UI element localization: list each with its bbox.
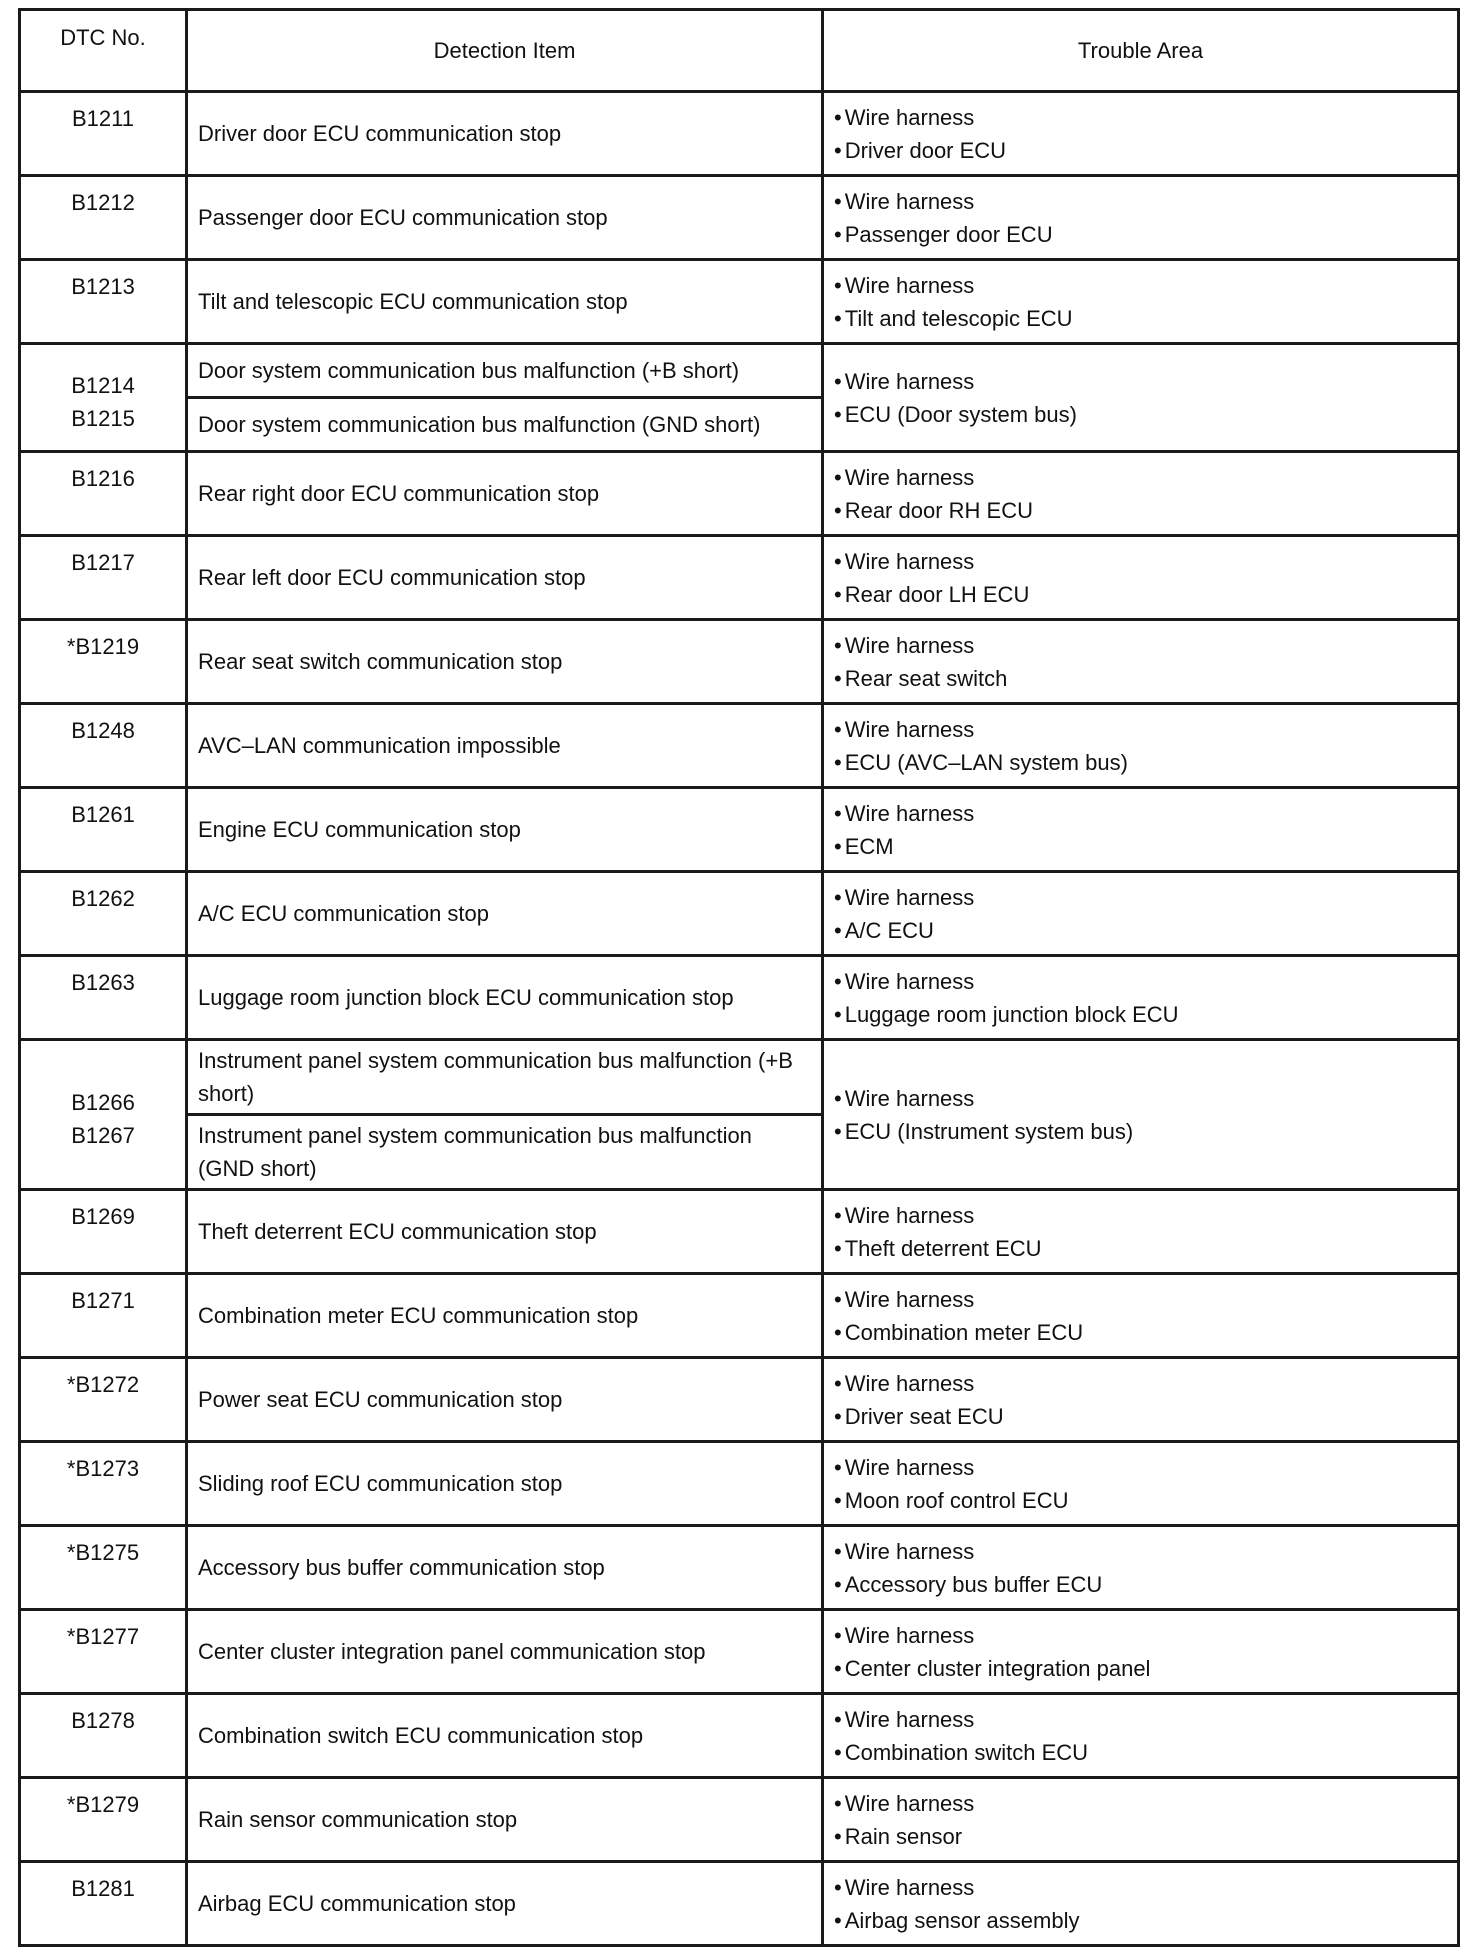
table-row bbox=[20, 344, 1459, 398]
dtc-code-cell bbox=[20, 1274, 187, 1358]
table-row bbox=[20, 536, 1459, 620]
trouble-area-item: • Rain sensor bbox=[834, 1820, 1457, 1853]
table-body bbox=[20, 92, 1459, 1946]
trouble-area-item: • A/C ECU bbox=[834, 914, 1457, 947]
dtc-code-cell bbox=[20, 1040, 187, 1190]
dtc-code: B1213 bbox=[71, 274, 135, 299]
dtc-code: B1263 bbox=[71, 970, 135, 995]
trouble-area-cell bbox=[823, 1190, 1459, 1274]
table-row bbox=[20, 788, 1459, 872]
dtc-code-cell bbox=[20, 872, 187, 956]
dtc-code: B1217 bbox=[71, 550, 135, 575]
trouble-area-item: • Wire harness bbox=[834, 1367, 1457, 1400]
trouble-area-cell bbox=[823, 704, 1459, 788]
dtc-code-cell bbox=[20, 1610, 187, 1694]
trouble-area-item: • Driver door ECU bbox=[834, 134, 1457, 167]
table-row bbox=[20, 1694, 1459, 1778]
trouble-area-cell bbox=[823, 536, 1459, 620]
trouble-area-item: • Passenger door ECU bbox=[834, 218, 1457, 251]
dtc-code-cell bbox=[20, 704, 187, 788]
trouble-area-cell bbox=[823, 872, 1459, 956]
dtc-code-cell bbox=[20, 1526, 187, 1610]
dtc-code: *B1275 bbox=[66, 1540, 140, 1565]
dtc-code: *B1272 bbox=[66, 1372, 140, 1397]
detection-item: Power seat ECU communication stop bbox=[187, 1358, 823, 1442]
detection-item: Combination meter ECU communication stop bbox=[187, 1274, 823, 1358]
trouble-area-cell bbox=[823, 1778, 1459, 1862]
dtc-code: B1216 bbox=[71, 466, 135, 491]
table-row bbox=[20, 176, 1459, 260]
detection-item: Instrument panel system communication bus malfunction (+B short) bbox=[187, 1040, 823, 1115]
trouble-area-item: • Theft deterrent ECU bbox=[834, 1232, 1457, 1265]
table-row bbox=[20, 1358, 1459, 1442]
trouble-area-item: • Wire harness bbox=[834, 101, 1457, 134]
header-trouble-area: Trouble Area bbox=[823, 10, 1459, 92]
table-row bbox=[20, 956, 1459, 1040]
dtc-code-cell bbox=[20, 1694, 187, 1778]
detection-item: Engine ECU communication stop bbox=[187, 788, 823, 872]
trouble-area-item: • Wire harness bbox=[834, 185, 1457, 218]
trouble-area-item: • Wire harness bbox=[834, 269, 1457, 302]
dtc-code: B1269 bbox=[71, 1204, 135, 1229]
table-row bbox=[20, 704, 1459, 788]
dtc-code-cell bbox=[20, 260, 187, 344]
trouble-area-item: • ECU (Door system bus) bbox=[834, 398, 1457, 431]
dtc-code: B1211 bbox=[72, 106, 134, 131]
trouble-area-cell bbox=[823, 1274, 1459, 1358]
trouble-area-cell bbox=[823, 1358, 1459, 1442]
dtc-table bbox=[18, 8, 1460, 1947]
dtc-code: *B1279 bbox=[66, 1792, 140, 1817]
detection-item: Instrument panel system communication bus malfunction (GND short) bbox=[187, 1115, 823, 1190]
trouble-area-cell bbox=[823, 344, 1459, 452]
trouble-area-item: • Combination switch ECU bbox=[834, 1736, 1457, 1769]
trouble-area-cell bbox=[823, 452, 1459, 536]
table-row bbox=[20, 1190, 1459, 1274]
dtc-code-cell bbox=[20, 1190, 187, 1274]
trouble-area-item: • Wire harness bbox=[834, 545, 1457, 578]
trouble-area-item: • Rear door RH ECU bbox=[834, 494, 1457, 527]
detection-item: Passenger door ECU communication stop bbox=[187, 176, 823, 260]
trouble-area-cell bbox=[823, 788, 1459, 872]
dtc-code-cell bbox=[20, 176, 187, 260]
dtc-code: B1262 bbox=[71, 886, 135, 911]
trouble-area-item: • ECM bbox=[834, 830, 1457, 863]
detection-item: Rear left door ECU communication stop bbox=[187, 536, 823, 620]
table-row bbox=[20, 1610, 1459, 1694]
trouble-area-item: • Wire harness bbox=[834, 1703, 1457, 1736]
trouble-area-cell bbox=[823, 1040, 1459, 1190]
detection-item: Door system communication bus malfunction (GND short) bbox=[187, 398, 823, 452]
detection-item: Door system communication bus malfunction (+B short) bbox=[187, 344, 823, 398]
table-header-row bbox=[20, 10, 1459, 92]
detection-item: Center cluster integration panel communication stop bbox=[187, 1610, 823, 1694]
trouble-area-item: • Wire harness bbox=[834, 713, 1457, 746]
trouble-area-cell bbox=[823, 1862, 1459, 1946]
table-row bbox=[20, 872, 1459, 956]
dtc-code: B1271 bbox=[71, 1288, 135, 1313]
detection-item: Tilt and telescopic ECU communication stop bbox=[187, 260, 823, 344]
detection-item: Theft deterrent ECU communication stop bbox=[187, 1190, 823, 1274]
table-row bbox=[20, 452, 1459, 536]
trouble-area-item: • Accessory bus buffer ECU bbox=[834, 1568, 1457, 1601]
table-row bbox=[20, 92, 1459, 176]
trouble-area-item: • Rear door LH ECU bbox=[834, 578, 1457, 611]
detection-item: Rear right door ECU communication stop bbox=[187, 452, 823, 536]
header-dtc-no: DTC No. bbox=[20, 10, 187, 92]
detection-item: Driver door ECU communication stop bbox=[187, 92, 823, 176]
trouble-area-item: • Wire harness bbox=[834, 797, 1457, 830]
table-row bbox=[20, 1526, 1459, 1610]
detection-item: AVC–LAN communication impossible bbox=[187, 704, 823, 788]
dtc-code-cell bbox=[20, 1778, 187, 1862]
dtc-code-cell bbox=[20, 536, 187, 620]
trouble-area-item: • Center cluster integration panel bbox=[834, 1652, 1457, 1685]
trouble-area-item: • Wire harness bbox=[834, 881, 1457, 914]
trouble-area-cell bbox=[823, 1526, 1459, 1610]
detection-item: Accessory bus buffer communication stop bbox=[187, 1526, 823, 1610]
dtc-code: B1248 bbox=[71, 718, 135, 743]
dtc-code-cell bbox=[20, 620, 187, 704]
trouble-area-item: • Wire harness bbox=[834, 461, 1457, 494]
dtc-code: B1212 bbox=[71, 190, 135, 215]
dtc-code-cell bbox=[20, 344, 187, 452]
trouble-area-cell bbox=[823, 1694, 1459, 1778]
detection-item: Luggage room junction block ECU communication stop bbox=[187, 956, 823, 1040]
trouble-area-item: • Wire harness bbox=[834, 1283, 1457, 1316]
trouble-area-cell bbox=[823, 260, 1459, 344]
trouble-area-cell bbox=[823, 956, 1459, 1040]
dtc-code: B1266 bbox=[71, 1090, 135, 1115]
trouble-area-item: • Airbag sensor assembly bbox=[834, 1904, 1457, 1937]
trouble-area-cell bbox=[823, 620, 1459, 704]
table-row bbox=[20, 1862, 1459, 1946]
trouble-area-item: • Wire harness bbox=[834, 365, 1457, 398]
trouble-area-cell bbox=[823, 176, 1459, 260]
trouble-area-item: • Moon roof control ECU bbox=[834, 1484, 1457, 1517]
detection-item: Rear seat switch communication stop bbox=[187, 620, 823, 704]
dtc-code-cell bbox=[20, 92, 187, 176]
dtc-code: B1214 bbox=[71, 373, 135, 398]
trouble-area-item: • Wire harness bbox=[834, 1451, 1457, 1484]
dtc-code: B1281 bbox=[71, 1876, 135, 1901]
trouble-area-item: • Wire harness bbox=[834, 1619, 1457, 1652]
detection-item: A/C ECU communication stop bbox=[187, 872, 823, 956]
table-row bbox=[20, 1040, 1459, 1115]
dtc-code: B1278 bbox=[71, 1708, 135, 1733]
table-row bbox=[20, 1274, 1459, 1358]
dtc-code-cell bbox=[20, 1442, 187, 1526]
trouble-area-item: • Luggage room junction block ECU bbox=[834, 998, 1457, 1031]
dtc-code: B1215 bbox=[71, 406, 135, 431]
dtc-code-cell bbox=[20, 956, 187, 1040]
trouble-area-item: • Tilt and telescopic ECU bbox=[834, 302, 1457, 335]
trouble-area-cell bbox=[823, 1442, 1459, 1526]
table-row bbox=[20, 1442, 1459, 1526]
dtc-code: B1261 bbox=[71, 802, 135, 827]
dtc-code: B1267 bbox=[71, 1123, 135, 1148]
trouble-area-item: • ECU (AVC–LAN system bus) bbox=[834, 746, 1457, 779]
dtc-code-cell bbox=[20, 788, 187, 872]
dtc-code: *B1273 bbox=[66, 1456, 140, 1481]
trouble-area-item: • Wire harness bbox=[834, 1787, 1457, 1820]
dtc-code: *B1277 bbox=[66, 1624, 140, 1649]
trouble-area-item: • Rear seat switch bbox=[834, 662, 1457, 695]
trouble-area-item: • Wire harness bbox=[834, 1082, 1457, 1115]
dtc-code: *B1219 bbox=[66, 634, 140, 659]
trouble-area-item: • Wire harness bbox=[834, 1535, 1457, 1568]
detection-item: Combination switch ECU communication stop bbox=[187, 1694, 823, 1778]
trouble-area-cell bbox=[823, 92, 1459, 176]
detection-item: Rain sensor communication stop bbox=[187, 1778, 823, 1862]
trouble-area-item: • Combination meter ECU bbox=[834, 1316, 1457, 1349]
table-row bbox=[20, 260, 1459, 344]
trouble-area-item: • Driver seat ECU bbox=[834, 1400, 1457, 1433]
dtc-code-cell bbox=[20, 1358, 187, 1442]
header-detection-item: Detection Item bbox=[187, 10, 823, 92]
trouble-area-item: • Wire harness bbox=[834, 965, 1457, 998]
trouble-area-item: • ECU (Instrument system bus) bbox=[834, 1115, 1457, 1148]
trouble-area-item: • Wire harness bbox=[834, 1871, 1457, 1904]
dtc-code-cell bbox=[20, 452, 187, 536]
detection-item: Sliding roof ECU communication stop bbox=[187, 1442, 823, 1526]
detection-item: Airbag ECU communication stop bbox=[187, 1862, 823, 1946]
trouble-area-item: • Wire harness bbox=[834, 1199, 1457, 1232]
dtc-code-cell bbox=[20, 1862, 187, 1946]
table-row bbox=[20, 1778, 1459, 1862]
trouble-area-cell bbox=[823, 1610, 1459, 1694]
table-row bbox=[20, 620, 1459, 704]
trouble-area-item: • Wire harness bbox=[834, 629, 1457, 662]
